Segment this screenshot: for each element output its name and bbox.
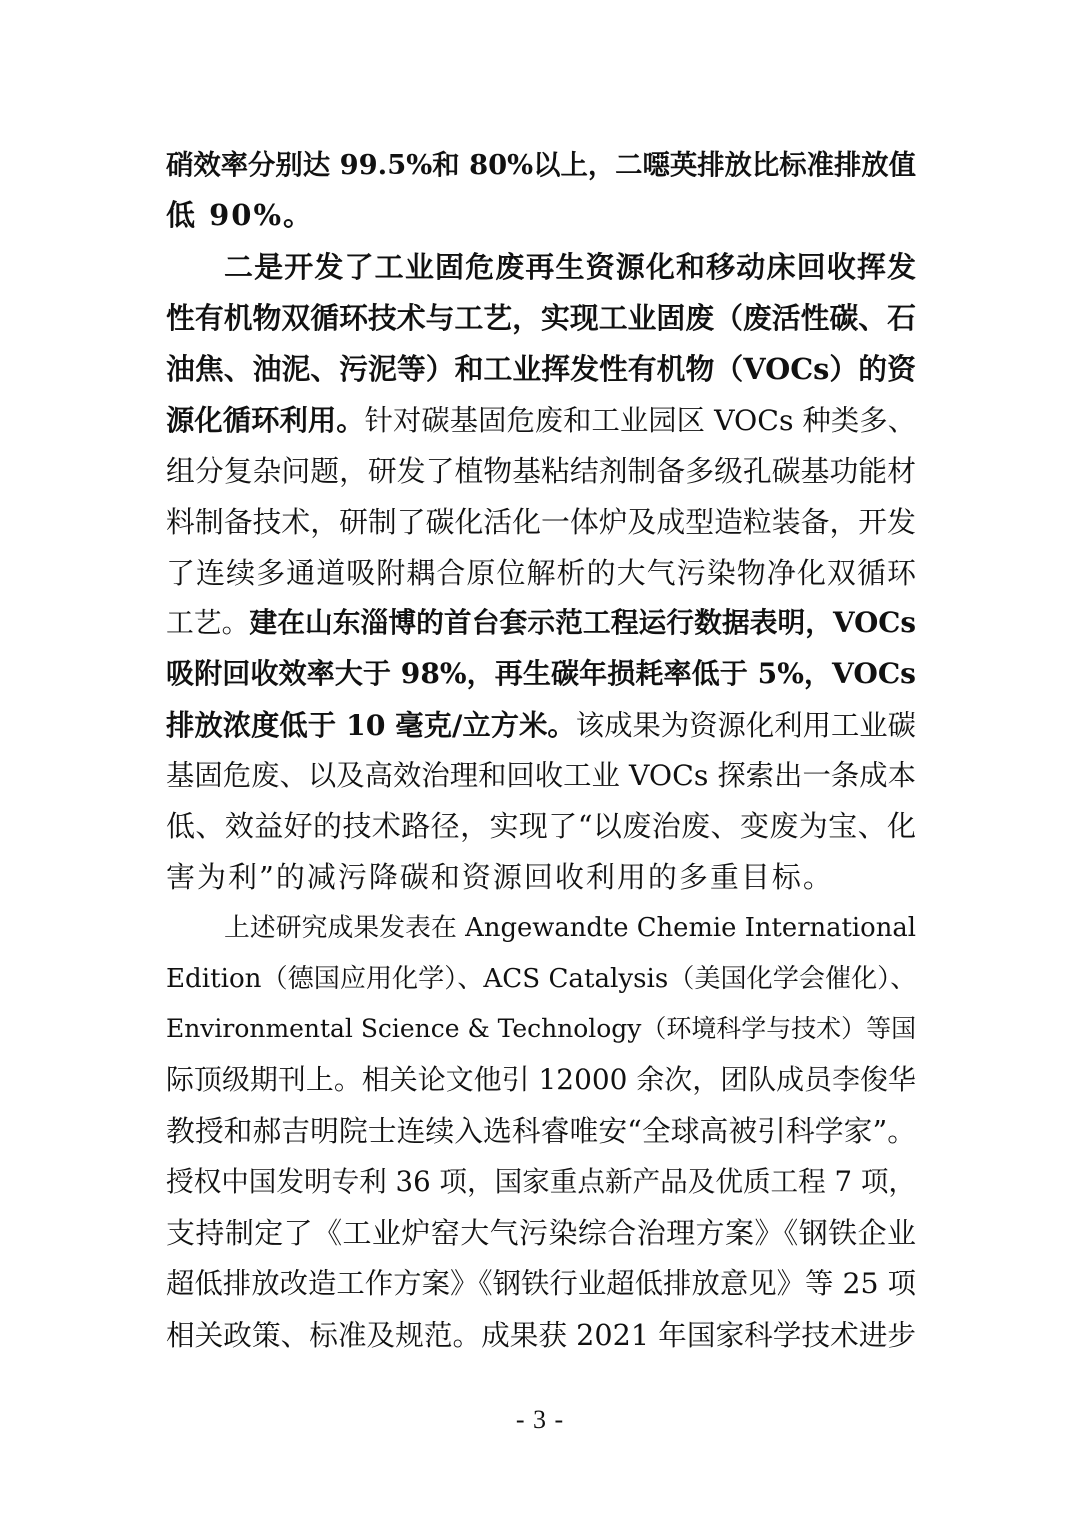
page-number: - 3 - <box>515 1405 565 1434</box>
text-line <box>166 809 916 845</box>
text-segment: 支持制定了《工业炉窑大气污染综合治理方案》《钢铁企业 <box>166 1216 916 1250</box>
text-line <box>166 1012 916 1048</box>
text-segment: Edition（德国应用化学）、ACS Catalysis（美国化学会催化）、 <box>166 964 916 994</box>
bold-text-segment: 油焦、油泥、污泥等）和工业挥发性有机物（VOCs）的资 <box>166 352 916 386</box>
text-segment: 上述研究成果发表在 Angewandte Chemie International <box>224 913 916 943</box>
text-segment: 际顶级期刊上。相关论文他引 12000 余次，团队成员李俊华 <box>166 1063 916 1096</box>
text-line <box>166 708 916 744</box>
text-segment: 害为利”的减污降碳和资源回收利用的多重目标。 <box>166 860 834 894</box>
bold-text-segment: 吸附回收效率大于 98%，再生碳年损耗率低于 5%，VOCs <box>166 657 916 690</box>
text-line <box>166 148 916 184</box>
text-line <box>166 198 916 234</box>
bold-text-segment: 源化循环利用。 <box>166 403 365 437</box>
text-line <box>166 1216 916 1252</box>
bold-text-segment: 性有机物双循环技术与工艺，实现工业固废（废活性碳、石 <box>166 301 916 335</box>
text-segment: 针对碳基固危废和工业园区 VOCs 种类多、 <box>364 404 916 437</box>
text-segment: 组分复杂问题，研发了植物基粘结剂制备多级孔碳基功能材 <box>166 454 916 488</box>
text-line <box>166 606 916 642</box>
text-segment: 工艺。 <box>166 606 250 639</box>
text-segment: 授权中国发明专利 36 项，国家重点新产品及优质工程 7 项， <box>166 1165 916 1198</box>
text-segment: 该成果为资源化利用工业碳 <box>575 709 916 742</box>
text-line <box>166 301 916 337</box>
bold-text-segment: 低 90%。 <box>166 198 315 232</box>
bold-text-segment: 排放浓度低于 10 毫克/立方米。 <box>166 708 576 742</box>
text-segment: Environmental Science & Technology（环境科学与技术）等国 <box>166 1014 916 1043</box>
text-segment: 料制备技术，研制了碳化活化一体炉及成型造粒装备，开发 <box>166 505 916 539</box>
bold-text-segment: 建在山东淄博的首台套示范工程运行数据表明，VOCs <box>249 606 916 639</box>
text-segment: 教授和郝吉明院士连续入选科睿唯安“全球高被引科学家”。 <box>166 1114 916 1148</box>
text-line <box>166 1318 916 1354</box>
text-line <box>166 1114 916 1150</box>
text-line <box>166 1267 916 1303</box>
text-segment: 基固危废、以及高效治理和回收工业 VOCs 探索出一条成本 <box>166 759 916 792</box>
bold-text-segment: 硝效率分别达 99.5%和 80%以上，二噁英排放比标准排放值 <box>166 149 916 181</box>
text-line <box>166 759 916 795</box>
text-line <box>166 505 916 541</box>
text-segment: 低、效益好的技术路径，实现了“以废治废、变废为宝、化 <box>166 809 916 843</box>
text-segment: 相关政策、标准及规范。成果获 2021 年国家科学技术进步 <box>166 1318 916 1352</box>
text-line <box>166 1165 916 1201</box>
text-segment: 超低排放改造工作方案》《钢铁行业超低排放意见》等 25 项 <box>166 1267 916 1300</box>
text-line <box>166 860 916 896</box>
text-line <box>166 454 916 490</box>
text-line <box>224 911 916 947</box>
text-line <box>224 250 916 286</box>
text-line <box>166 403 916 439</box>
text-segment: 了连续多通道吸附耦合原位解析的大气污染物净化双循环 <box>166 556 916 590</box>
text-line <box>166 657 916 693</box>
text-line <box>166 1063 916 1099</box>
bold-text-segment: 二是开发了工业固危废再生资源化和移动床回收挥发 <box>224 250 916 284</box>
text-line <box>166 962 916 998</box>
text-line <box>166 352 916 388</box>
text-line <box>166 556 916 592</box>
